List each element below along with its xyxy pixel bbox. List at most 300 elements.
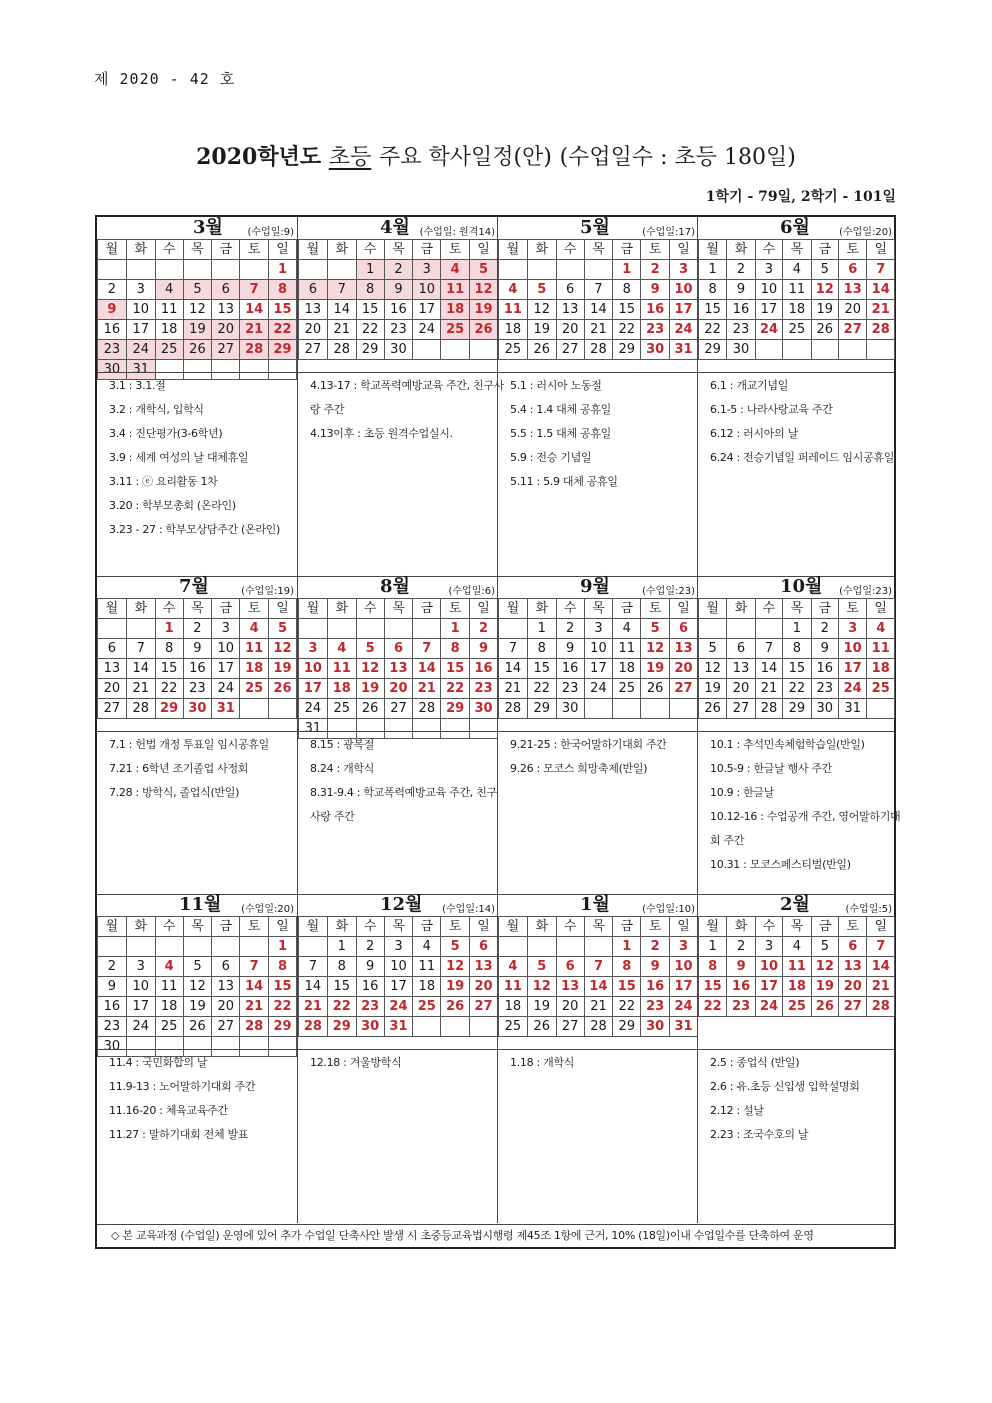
- day-cell: 16: [384, 300, 413, 320]
- weekday-header: 월: [98, 240, 127, 260]
- weekday-header: 토: [838, 599, 866, 619]
- week-row: [699, 957, 895, 977]
- day-cell: 16: [811, 659, 838, 679]
- day-cell: 6: [212, 957, 240, 977]
- day-cell: 8: [269, 957, 297, 977]
- day-cell: 3: [670, 260, 698, 280]
- empty-day-cell: [413, 340, 441, 360]
- day-cell: 15: [327, 977, 356, 997]
- event-note: 3.4 : 진단평가(3-6학년): [109, 427, 223, 440]
- day-cell: 18: [155, 320, 183, 340]
- day-cell: 9: [641, 280, 670, 300]
- month-name: 4월: [380, 217, 410, 238]
- empty-day-cell: [556, 260, 584, 280]
- weekday-header: 월: [699, 240, 727, 260]
- day-cell: 13: [839, 957, 867, 977]
- day-cell: 19: [811, 300, 838, 320]
- day-cell: 22: [327, 997, 356, 1017]
- week-row: [499, 280, 698, 300]
- day-cell: 14: [867, 280, 895, 300]
- week-row: [699, 679, 895, 699]
- empty-day-cell: [584, 937, 613, 957]
- day-cell: 30: [384, 340, 413, 360]
- month-notes: [698, 372, 895, 577]
- weekday-header: 토: [839, 240, 867, 260]
- day-cell: 2: [98, 957, 127, 977]
- day-cell: 23: [641, 320, 670, 340]
- empty-day-cell: [98, 937, 127, 957]
- empty-day-cell: [356, 619, 384, 639]
- empty-day-cell: [212, 937, 240, 957]
- day-cell: 10: [212, 639, 240, 659]
- day-cell: 25: [783, 997, 811, 1017]
- empty-day-cell: [470, 1017, 498, 1037]
- week-row: [699, 659, 895, 679]
- day-cell: 19: [356, 679, 384, 699]
- week-row: [98, 699, 297, 719]
- weekday-header: 월: [98, 917, 127, 937]
- day-cell: 4: [783, 937, 811, 957]
- day-cell: 20: [212, 320, 240, 340]
- title-extra: (수업일수 : 초등 180일): [559, 145, 796, 170]
- day-cell: 17: [838, 659, 866, 679]
- day-cell: 14: [299, 977, 328, 997]
- day-cell: 8: [699, 957, 727, 977]
- month-name: 1월: [580, 894, 610, 915]
- week-row: [699, 340, 895, 360]
- weekday-header: 월: [499, 240, 528, 260]
- weekday-header: 화: [727, 240, 755, 260]
- day-cell: 15: [356, 300, 384, 320]
- day-cell: 26: [356, 699, 384, 719]
- day-cell: 4: [327, 639, 356, 659]
- day-cell: 2: [641, 260, 670, 280]
- month-calendar: [97, 916, 297, 1057]
- weekday-header: 금: [811, 917, 838, 937]
- weekday-header: 월: [299, 240, 328, 260]
- day-cell: 13: [212, 977, 240, 997]
- day-cell: 15: [699, 300, 727, 320]
- month-header: [698, 576, 895, 598]
- event-note: 6.12 : 러시아의 날: [710, 427, 798, 440]
- day-cell: 24: [126, 1017, 155, 1037]
- empty-day-cell: [839, 340, 867, 360]
- day-cell: 26: [641, 679, 670, 699]
- day-cell: 11: [783, 957, 811, 977]
- day-cell: 9: [811, 639, 838, 659]
- day-cell: 30: [727, 340, 755, 360]
- month-notes: [298, 731, 498, 895]
- month-header: [97, 217, 297, 239]
- day-cell: 2: [384, 260, 413, 280]
- event-note: 10.31 : 모코스페스티벌(반일): [710, 858, 851, 871]
- weekday-header: 목: [584, 240, 613, 260]
- day-cell: 21: [126, 679, 155, 699]
- weekday-header: 월: [499, 917, 528, 937]
- month-notes: [97, 372, 297, 577]
- event-note: 8.31-9.4 : 학교폭력예방교육 주간, 친구: [310, 786, 497, 799]
- weekday-header: 화: [727, 599, 755, 619]
- day-cell: 1: [269, 260, 297, 280]
- month-calendar: [498, 598, 698, 719]
- day-cell: 2: [356, 937, 384, 957]
- week-row: [98, 320, 297, 340]
- day-cell: 10: [413, 280, 441, 300]
- day-cell: 11: [783, 280, 811, 300]
- month-class-days: (수업일: 원격14): [419, 227, 495, 238]
- day-cell: 8: [327, 957, 356, 977]
- day-cell: 4: [155, 957, 183, 977]
- day-cell: 19: [641, 659, 670, 679]
- day-cell: 3: [413, 260, 441, 280]
- page-title: [0, 140, 992, 171]
- weekday-header: 화: [126, 599, 155, 619]
- weekday-header: 수: [356, 917, 384, 937]
- month-block: [697, 894, 895, 1223]
- month-class-days: (수업일:20): [241, 904, 294, 915]
- day-cell: 27: [670, 679, 698, 699]
- week-row: [299, 320, 498, 340]
- event-note: 10.5-9 : 한글날 행사 주간: [710, 762, 833, 775]
- week-row: [98, 937, 297, 957]
- day-cell: 31: [670, 1017, 698, 1037]
- day-cell: 5: [699, 639, 727, 659]
- day-cell: 29: [269, 340, 297, 360]
- semester-days: 1학기 - 79일, 2학기 - 101일: [705, 189, 896, 205]
- month-class-days: (수업일:23): [642, 586, 695, 597]
- day-cell: 29: [155, 699, 183, 719]
- empty-day-cell: [240, 937, 269, 957]
- event-note: 5.5 : 1.5 대체 공휴일: [510, 427, 612, 440]
- day-cell: 31: [838, 699, 866, 719]
- weekday-header: 토: [641, 917, 670, 937]
- weekday-header: 목: [584, 917, 613, 937]
- day-cell: 22: [269, 320, 297, 340]
- day-cell: 5: [470, 260, 498, 280]
- day-cell: 10: [755, 957, 782, 977]
- month-name: 7월: [179, 576, 209, 597]
- weekday-header: 목: [183, 917, 212, 937]
- day-cell: 13: [98, 659, 127, 679]
- week-row: [98, 977, 297, 997]
- month-block: [697, 217, 895, 576]
- empty-day-cell: [584, 699, 613, 719]
- weekday-header: 월: [98, 599, 127, 619]
- day-cell: 12: [183, 300, 212, 320]
- day-cell: 18: [613, 659, 641, 679]
- day-cell: 1: [155, 619, 183, 639]
- event-note: 사랑 주간: [310, 810, 355, 823]
- day-cell: 18: [783, 977, 811, 997]
- week-row: [98, 639, 297, 659]
- day-cell: 5: [356, 639, 384, 659]
- month-notes: [298, 372, 504, 577]
- day-cell: 29: [356, 340, 384, 360]
- day-cell: 7: [867, 260, 895, 280]
- day-cell: 21: [584, 320, 613, 340]
- month-class-days: (수업일:6): [448, 586, 495, 597]
- day-cell: 12: [641, 639, 670, 659]
- event-note: 2.23 : 조국수호의 날: [710, 1128, 809, 1141]
- month-class-days: (수업일:10): [642, 904, 695, 915]
- day-cell: 20: [556, 320, 584, 340]
- empty-day-cell: [240, 260, 269, 280]
- day-cell: 9: [183, 639, 212, 659]
- day-cell: 1: [699, 260, 727, 280]
- weekday-header: 일: [470, 917, 498, 937]
- day-cell: 15: [613, 977, 641, 997]
- week-row: [499, 937, 698, 957]
- day-cell: 21: [240, 320, 269, 340]
- event-note: 2.5 : 종업식 (반일): [710, 1056, 800, 1069]
- week-row: [699, 320, 895, 340]
- day-cell: 28: [299, 1017, 328, 1037]
- day-cell: 30: [183, 699, 212, 719]
- event-note: 2.6 : 유.초등 신입생 입학설명회: [710, 1080, 860, 1093]
- day-cell: 21: [499, 679, 528, 699]
- day-cell: 10: [299, 659, 328, 679]
- day-cell: 11: [613, 639, 641, 659]
- day-cell: 9: [556, 639, 584, 659]
- weekday-header: 금: [413, 240, 441, 260]
- day-cell: 13: [839, 280, 867, 300]
- day-cell: 5: [269, 619, 297, 639]
- empty-day-cell: [783, 340, 811, 360]
- day-cell: 13: [470, 957, 498, 977]
- month-name: 2월: [780, 894, 810, 915]
- day-cell: 16: [98, 997, 127, 1017]
- day-cell: 31: [126, 360, 155, 380]
- month-name: 8월: [380, 576, 410, 597]
- day-cell: 17: [299, 679, 328, 699]
- day-cell: 21: [299, 997, 328, 1017]
- day-cell: 31: [212, 699, 240, 719]
- day-cell: 17: [413, 300, 441, 320]
- day-cell: 26: [441, 997, 470, 1017]
- weekday-header: 수: [755, 599, 782, 619]
- day-cell: 2: [727, 260, 755, 280]
- month-calendar: [97, 239, 297, 380]
- empty-day-cell: [183, 937, 212, 957]
- day-cell: 3: [126, 957, 155, 977]
- day-cell: 3: [670, 937, 698, 957]
- weekday-header: 토: [240, 240, 269, 260]
- day-cell: 2: [183, 619, 212, 639]
- month-block: [697, 576, 901, 894]
- day-cell: 27: [98, 699, 127, 719]
- day-cell: 6: [98, 639, 127, 659]
- empty-day-cell: [755, 340, 782, 360]
- week-row: [499, 1017, 698, 1037]
- day-cell: 12: [441, 957, 470, 977]
- day-cell: 17: [212, 659, 240, 679]
- schedule-frame: [95, 215, 901, 1249]
- weekday-header: 금: [212, 240, 240, 260]
- day-cell: 25: [867, 679, 895, 699]
- weekday-header: 금: [413, 599, 441, 619]
- day-cell: 23: [811, 679, 838, 699]
- event-note: 5.9 : 전승 기념일: [510, 451, 592, 464]
- week-row: [499, 659, 698, 679]
- month-block: [297, 217, 504, 576]
- day-cell: 20: [212, 997, 240, 1017]
- day-cell: 15: [613, 300, 641, 320]
- weekday-header: 일: [269, 599, 297, 619]
- month-name: 10월: [780, 576, 823, 597]
- weekday-header: 금: [613, 917, 641, 937]
- day-cell: 24: [670, 320, 698, 340]
- day-cell: 7: [413, 639, 441, 659]
- day-cell: 28: [584, 340, 613, 360]
- day-cell: 26: [183, 1017, 212, 1037]
- empty-day-cell: [155, 937, 183, 957]
- day-cell: 6: [299, 280, 328, 300]
- event-note: 11.16-20 : 체육교육주간: [109, 1104, 228, 1117]
- document-number: 제 2020 - 42 호: [94, 70, 236, 88]
- empty-day-cell: [155, 260, 183, 280]
- day-cell: 15: [269, 300, 297, 320]
- weekday-header: 목: [783, 917, 811, 937]
- day-cell: 10: [126, 300, 155, 320]
- weekday-header: 수: [556, 917, 584, 937]
- day-cell: 21: [327, 320, 356, 340]
- weekday-header: 월: [699, 917, 727, 937]
- week-row: [299, 619, 498, 639]
- day-cell: 1: [269, 937, 297, 957]
- day-cell: 22: [269, 997, 297, 1017]
- weekday-header: 토: [441, 240, 470, 260]
- day-cell: 16: [470, 659, 498, 679]
- day-cell: 30: [470, 699, 498, 719]
- day-cell: 25: [155, 340, 183, 360]
- day-cell: 12: [356, 659, 384, 679]
- day-cell: 22: [613, 997, 641, 1017]
- day-cell: 20: [384, 679, 413, 699]
- event-note: 12.18 : 겨울방학식: [310, 1056, 402, 1069]
- empty-day-cell: [126, 619, 155, 639]
- weekday-header: 화: [327, 240, 356, 260]
- empty-day-cell: [299, 260, 328, 280]
- day-cell: 20: [670, 659, 698, 679]
- day-cell: 6: [839, 937, 867, 957]
- empty-day-cell: [441, 1017, 470, 1037]
- day-cell: 25: [613, 679, 641, 699]
- month-calendar: [498, 916, 698, 1037]
- event-note: 5.11 : 5.9 대체 공휴일: [510, 475, 618, 488]
- day-cell: 31: [299, 719, 328, 739]
- event-note: 3.1 : 3.1.절: [109, 379, 166, 392]
- empty-day-cell: [499, 937, 528, 957]
- event-note: 11.9-13 : 노어말하기대회 주간: [109, 1080, 256, 1093]
- day-cell: 17: [670, 300, 698, 320]
- day-cell: 7: [499, 639, 528, 659]
- month-name: 9월: [580, 576, 610, 597]
- day-cell: 13: [556, 977, 584, 997]
- month-header: [97, 576, 297, 598]
- event-note: 9.21-25 : 한국어말하기대회 주간: [510, 738, 667, 751]
- event-note: 8.15 : 광복절: [310, 738, 375, 751]
- event-note: 2.12 : 설날: [710, 1104, 764, 1117]
- day-cell: 29: [613, 340, 641, 360]
- day-cell: 23: [556, 679, 584, 699]
- month-calendar: [698, 598, 895, 719]
- month-block: [97, 576, 297, 894]
- weekday-header: 일: [470, 240, 498, 260]
- day-cell: 14: [584, 977, 613, 997]
- day-cell: 8: [441, 639, 470, 659]
- weekday-header: 목: [183, 599, 212, 619]
- weekday-header: 수: [556, 599, 584, 619]
- event-note: 11.27 : 말하기대회 전체 발표: [109, 1128, 249, 1141]
- quarter-2: [97, 576, 901, 894]
- month-header: [698, 894, 895, 916]
- day-cell: 25: [327, 699, 356, 719]
- day-cell: 11: [327, 659, 356, 679]
- day-cell: 16: [727, 300, 755, 320]
- week-row: [499, 957, 698, 977]
- event-note: 3.20 : 학부모총회 (온라인): [109, 499, 236, 512]
- day-cell: 18: [155, 997, 183, 1017]
- week-row: [299, 659, 498, 679]
- day-cell: 4: [441, 260, 470, 280]
- empty-day-cell: [413, 1017, 441, 1037]
- week-row: [98, 659, 297, 679]
- day-cell: 13: [670, 639, 698, 659]
- day-cell: 24: [584, 679, 613, 699]
- day-cell: 5: [441, 937, 470, 957]
- day-cell: 29: [327, 1017, 356, 1037]
- day-cell: 21: [413, 679, 441, 699]
- day-cell: 18: [783, 300, 811, 320]
- day-cell: 19: [183, 997, 212, 1017]
- weekday-header: 수: [356, 599, 384, 619]
- empty-day-cell: [527, 260, 556, 280]
- empty-day-cell: [499, 260, 528, 280]
- day-cell: 15: [527, 659, 556, 679]
- day-cell: 20: [839, 300, 867, 320]
- month-header: [498, 217, 698, 239]
- day-cell: 17: [670, 977, 698, 997]
- empty-day-cell: [299, 937, 328, 957]
- day-cell: 2: [556, 619, 584, 639]
- month-name: 12월: [380, 894, 423, 915]
- weekday-header: 일: [470, 599, 498, 619]
- day-cell: 21: [755, 679, 782, 699]
- event-note: 3.9 : 세계 여성의 날 대체휴일: [109, 451, 249, 464]
- day-cell: 16: [356, 977, 384, 997]
- day-cell: 1: [783, 619, 811, 639]
- day-cell: 15: [783, 659, 811, 679]
- day-cell: 25: [499, 340, 528, 360]
- week-row: [299, 937, 498, 957]
- day-cell: 10: [670, 957, 698, 977]
- day-cell: 9: [727, 280, 755, 300]
- day-cell: 2: [727, 937, 755, 957]
- month-header: [298, 894, 498, 916]
- day-cell: 8: [613, 957, 641, 977]
- day-cell: 17: [584, 659, 613, 679]
- day-cell: 8: [783, 639, 811, 659]
- empty-day-cell: [641, 699, 670, 719]
- week-row: [699, 260, 895, 280]
- day-cell: 11: [499, 300, 528, 320]
- weekday-header: 화: [327, 599, 356, 619]
- day-cell: 7: [126, 639, 155, 659]
- day-cell: 18: [240, 659, 269, 679]
- month-header: [698, 217, 895, 239]
- week-row: [299, 340, 498, 360]
- empty-day-cell: [867, 340, 895, 360]
